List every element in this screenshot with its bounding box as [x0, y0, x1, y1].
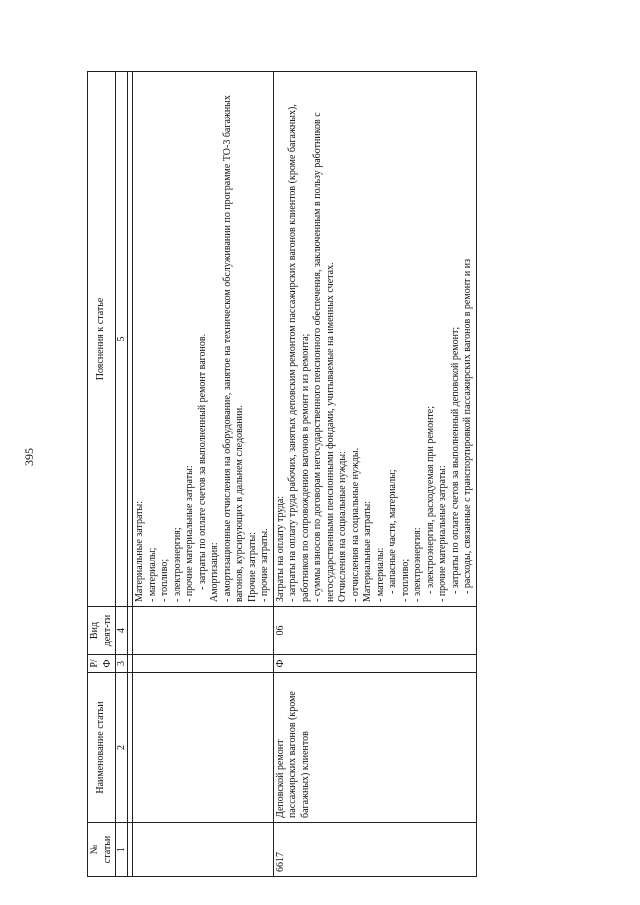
- article-name: Деповской ремонт пассажирских вагонов (кроме багажных) клиентов: [273, 673, 476, 823]
- article-rf: [133, 655, 274, 673]
- explanation-line: Прочие затраты:: [246, 532, 258, 602]
- explanation-line: - суммы взносов по договорам негосударственного пенсионного обеспечения, заключенным в пользу работников с негосударственными пенсионными фондами, учитываемые на именных счетах.: [312, 112, 336, 602]
- explanation-line: - расходы, связанные с транспортировкой пассажирских вагонов в ремонт и из: [462, 258, 473, 594]
- header-row: [88, 72, 116, 877]
- article-name: [133, 673, 274, 823]
- article-activity: 06: [273, 607, 476, 655]
- article-rf: Ф: [273, 655, 476, 673]
- explanation-line: - запасные части, материалы;: [387, 469, 398, 594]
- explanation-line: - отчисления на социальные нужды.: [349, 447, 361, 602]
- explanation-line: - затраты по оплате счетов за выполненный деповской ремонт;: [449, 326, 461, 594]
- explanation-line: - прочие затраты.: [259, 528, 270, 602]
- article-explanation: [273, 72, 476, 607]
- table-row: [133, 72, 274, 877]
- explanation-line: - прочие материальные затраты:: [437, 465, 448, 602]
- explanation-line: Материальные затраты:: [134, 501, 145, 602]
- explanation-line: Отчисления на социальные нужды:: [337, 451, 348, 602]
- explanation-line: Материальные затраты:: [362, 501, 373, 602]
- header-number: № статьи: [88, 823, 116, 877]
- column-number: 2: [116, 673, 128, 823]
- articles-table: [87, 71, 477, 877]
- column-number: 4: [116, 607, 128, 655]
- explanation-line: - материалы:: [374, 547, 386, 602]
- page-number: 395: [22, 448, 36, 466]
- column-number: 1: [116, 823, 128, 877]
- explanation-line: - прочие материальные затраты:: [184, 465, 195, 602]
- column-number: 5: [116, 72, 128, 607]
- table-row: [273, 72, 476, 877]
- article-activity: [133, 607, 274, 655]
- column-number-row: [116, 72, 128, 877]
- explanation-line: Амортизация:: [209, 542, 220, 602]
- explanation-line: - затраты по оплате счетов за выполненный ремонт вагонов.: [196, 333, 208, 590]
- article-explanation: [133, 72, 274, 607]
- explanation-line: - материалы;: [146, 547, 158, 602]
- explanation-line: - топливо;: [399, 558, 411, 602]
- explanation-line: - электроэнергия;: [171, 527, 183, 602]
- explanation-line: - топливо;: [159, 558, 170, 602]
- explanation-line: - электроэнергия:: [412, 527, 423, 602]
- explanation-line: - затраты на оплату труда рабочих, занятых деповским ремонтом пассажирских вагонов клиентов (кроме багажных), работников по сопровождению вагонов в ремонт и из ремонта;: [287, 104, 311, 602]
- header-name: Наименование статьи: [88, 673, 116, 823]
- article-number: [133, 823, 274, 877]
- explanation-line: Затраты на оплату труда:: [274, 495, 286, 602]
- explanation-line: - амортизационные отчисления на оборудование, занятое на техническом обслуживании по программе ТО-3 багажных вагонов, курсирующих в дальнем следовании.: [221, 95, 245, 602]
- column-number: 3: [116, 655, 128, 673]
- header-rf: Р/ Ф: [88, 655, 116, 673]
- explanation-line: - электроэнергия, расходуемая при ремонте;: [424, 405, 436, 594]
- header-explanation: Пояснения к статье: [88, 72, 116, 607]
- article-number: 6617: [273, 823, 476, 877]
- rotated-table-page: [87, 72, 582, 877]
- header-activity: Вид деят-ти: [88, 607, 116, 655]
